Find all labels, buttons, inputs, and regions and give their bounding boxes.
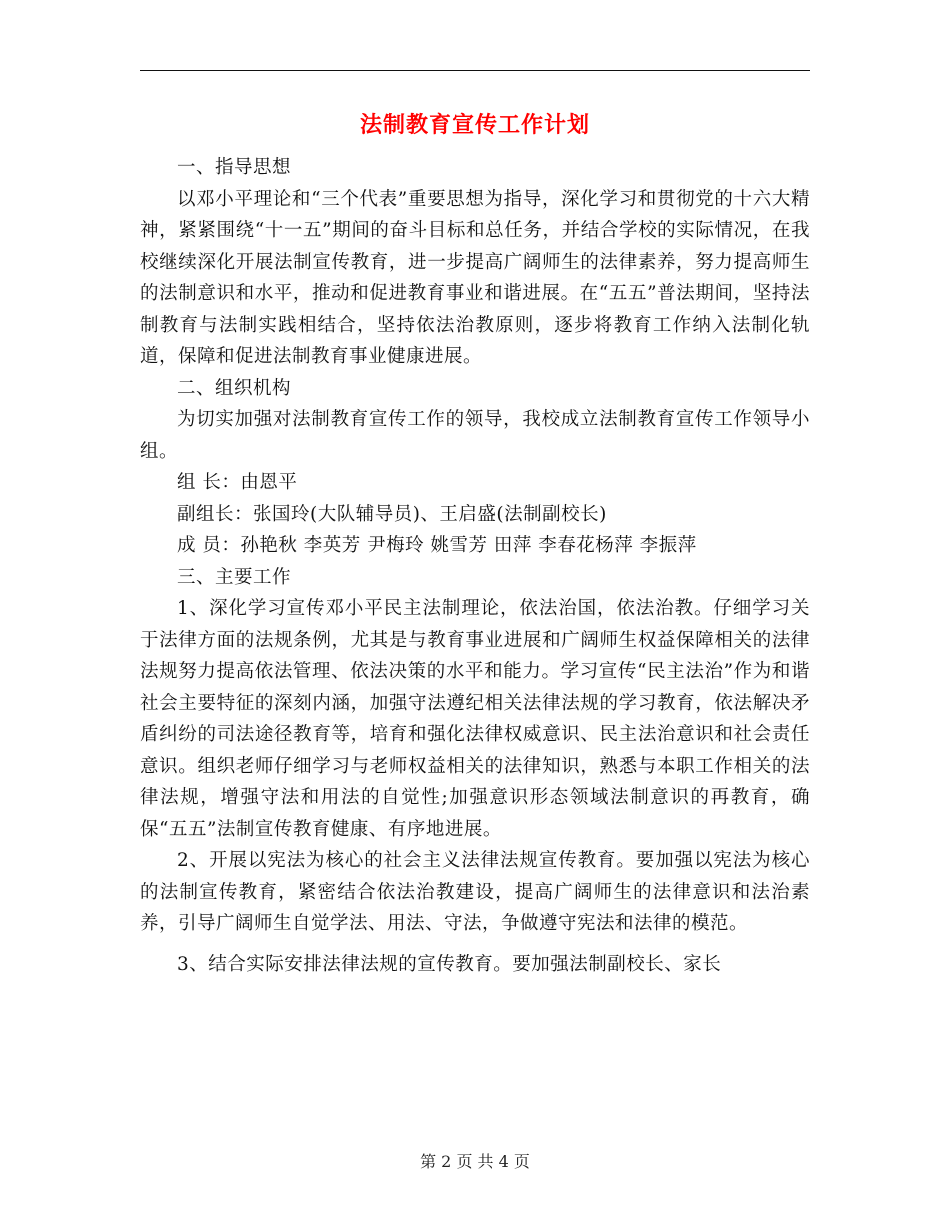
deputy-leader-line: 副组长：张国玲(大队辅导员)、王启盛(法制副校长) (177, 503, 607, 525)
leader-line: 组 长：由恩平 (177, 472, 298, 493)
paragraph-organization: 为切实加强对法制教育宣传工作的领导，我校成立法制教育宣传工作领导小组。 (140, 409, 810, 462)
paragraph-work-item-2: 2、开展以宪法为核心的社会主义法律法规宣传教育。要加强以宪法为核心的法制宣传教育，紧密结合依法治教建设，提高广阔师生的法律意识和法治素养，引导广阔师生自觉学法、用法、守法，争做遵守宪法和法律的模范。 (140, 850, 810, 934)
paragraph-work-item-3: 3、结合实际安排法律法规的宣传教育。要加强法制副校长、家长 (177, 953, 722, 975)
section-heading-main-work: 三、主要工作 (177, 566, 292, 588)
document-title: 法制教育宣传工作计划 (359, 112, 590, 138)
document-body (140, 152, 810, 980)
section-heading-organization: 二、组织机构 (177, 377, 292, 399)
header-rule (140, 70, 810, 71)
paragraph-guiding-thought: 以邓小平理论和“三个代表”重要思想为指导，深化学习和贯彻党的十六大精神，紧紧围绕“十一五”期间的奋斗目标和总任务，并结合学校的实际情况，在我校继续深化开展法制宣传教育，进一步提高广阔师生的法律素养，努力提高师生的法制意识和水平，推动和促进教育事业和谐进展。在“五五”普法期间，坚持法制教育与法制实践相结合，坚持依法治教原则，逐步将教育工作纳入法制化轨道，保障和促进法制教育事业健康进展。 (140, 188, 810, 367)
section-heading-guiding-thought: 一、指导思想 (177, 157, 292, 178)
paragraph-work-item-1: 1、深化学习宣传邓小平民主法制理论，依法治国，依法治教。仔细学习关于法律方面的法规条例，尤其是与教育事业进展和广阔师生权益保障相关的法律法规努力提高依法管理、依法决策的水平和能力。学习宣传“民主法治”作为和谐社会主要特征的深刻内涵，加强守法遵纪相关法律法规的学习教育，依法解决矛盾纠纷的司法途径教育等，培育和强化法律权威意识、民主法治意识和社会责任意识。组织老师仔细学习与老师权益相关的法律知识，熟悉与本职工作相关的法律法规，增强守法和用法的自觉性;加强意识形态领域法制意识的再教育，确保“五五”法制宣传教育健康、有序地进展。 (140, 598, 810, 840)
members-line: 成 员：孙艳秋 李英芳 尹梅玲 姚雪芳 田萍 李春花杨萍 李振萍 (177, 535, 697, 556)
page-number: 第 2 页 共 4 页 (420, 1152, 530, 1171)
